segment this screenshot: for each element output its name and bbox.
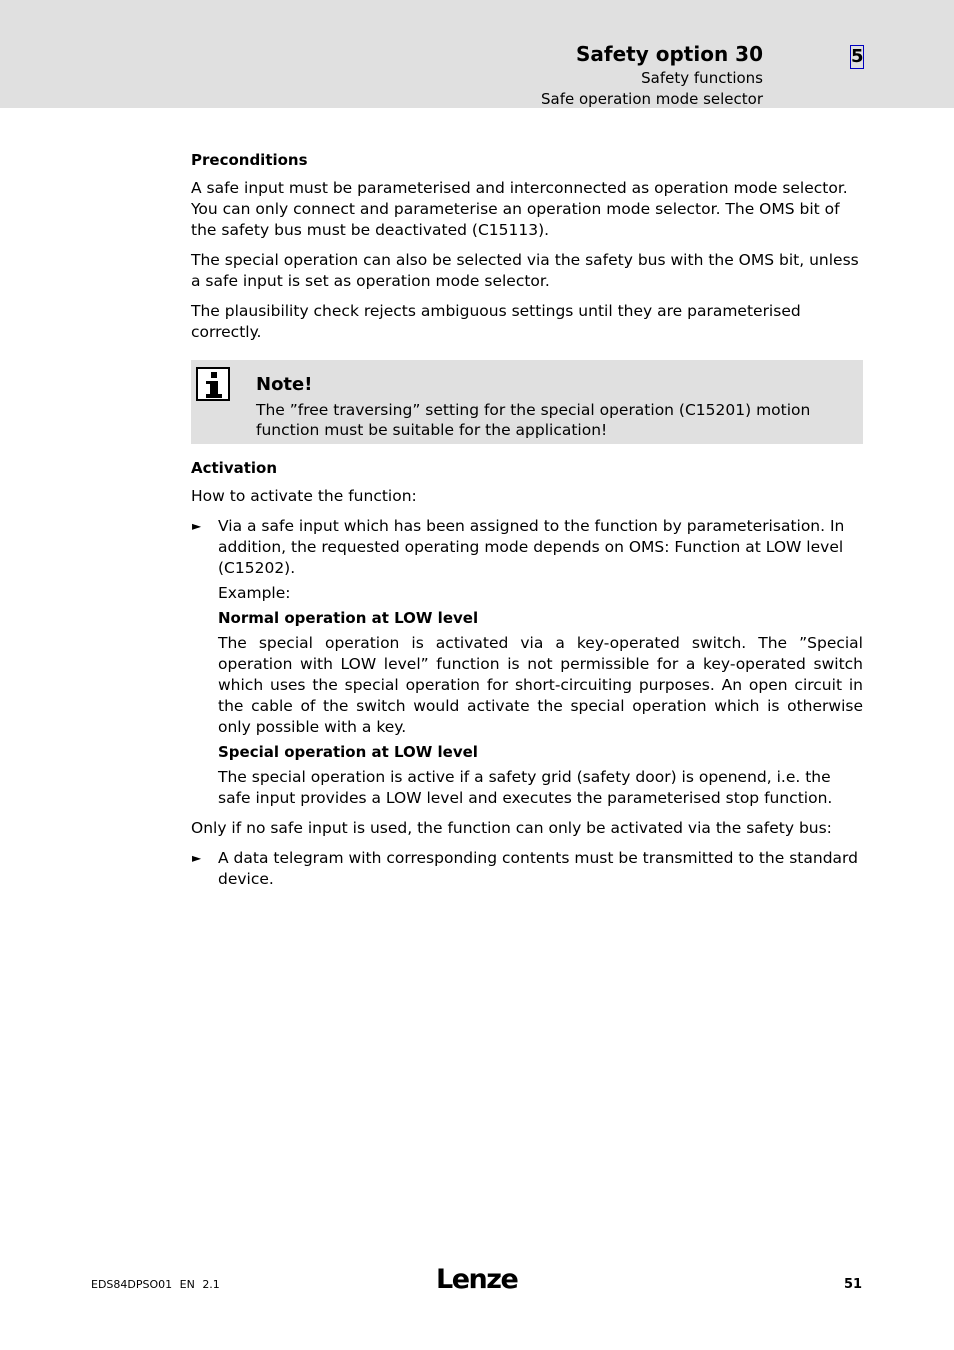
- special-operation-text: The special operation is active if a safety grid (safety door) is openend, i.e. the safe input provides a LOW level and executes the parameterised stop function.: [218, 768, 833, 807]
- bullet-arrow-icon: ►: [192, 851, 202, 865]
- safety-bus-paragraph: Only if no safe input is used, the function can only be activated via the safety bus:: [191, 819, 832, 837]
- lenze-logo: Lenze: [436, 1264, 518, 1295]
- bullet-arrow-icon: ►: [192, 519, 202, 533]
- note-text: The ”free traversing” setting for the special operation (C15201) motion function must be suitable for the application!: [256, 401, 811, 439]
- note-box: [191, 360, 863, 444]
- activation-heading: Activation: [191, 459, 278, 477]
- bullet-text-1: Via a safe input which has been assigned to the function by parameterisation. In addition, the requested operating mode depends on OMS: Function at LOW level (C15202).: [218, 517, 845, 577]
- header-text: [541, 40, 763, 110]
- normal-operation-heading: Normal operation at LOW level: [218, 609, 479, 627]
- main-content: [191, 150, 863, 894]
- list-item: [191, 516, 863, 809]
- preconditions-paragraph-1: A safe input must be parameterised and interconnected as operation mode selector. You can only connect and parameterise an operation mode selector. The OMS bit of the safety bus must be deactivated (C15113).: [191, 179, 848, 239]
- page-number: 51: [844, 1277, 863, 1292]
- list-item: [191, 848, 863, 890]
- chapter-number[interactable]: 5: [851, 46, 864, 67]
- document-id: EDS84DPSO01 EN 2.1: [91, 1278, 220, 1291]
- header-subtitle-1: Safety functions: [641, 69, 763, 87]
- bullet-text-2: A data telegram with corresponding contents must be transmitted to the standard device.: [218, 849, 858, 888]
- special-operation-heading: Special operation at LOW level: [218, 743, 478, 761]
- preconditions-paragraph-2: The special operation can also be selected via the safety bus with the OMS bit, unless a safe input is set as operation mode selector.: [191, 251, 859, 290]
- normal-operation-text: The special operation is activated via a key-operated switch. The ”Special operation with LOW level” function is not permissible for a key-operated switch which uses the special operation for short-circuiting purposes. An open circuit in the cable of the switch would activate the special operation which is otherwise only possible with a key.: [218, 634, 863, 736]
- preconditions-heading: Preconditions: [191, 151, 308, 169]
- example-label: Example:: [218, 584, 291, 602]
- header-subtitle-2: Safe operation mode selector: [541, 90, 763, 108]
- note-title: Note!: [256, 374, 313, 395]
- info-icon: [196, 367, 230, 401]
- header-title: Safety option 30: [576, 42, 763, 66]
- header-band: [0, 0, 954, 108]
- activation-intro: How to activate the function:: [191, 487, 417, 505]
- preconditions-paragraph-3: The plausibility check rejects ambiguous settings until they are parameterised correctly.: [191, 302, 801, 341]
